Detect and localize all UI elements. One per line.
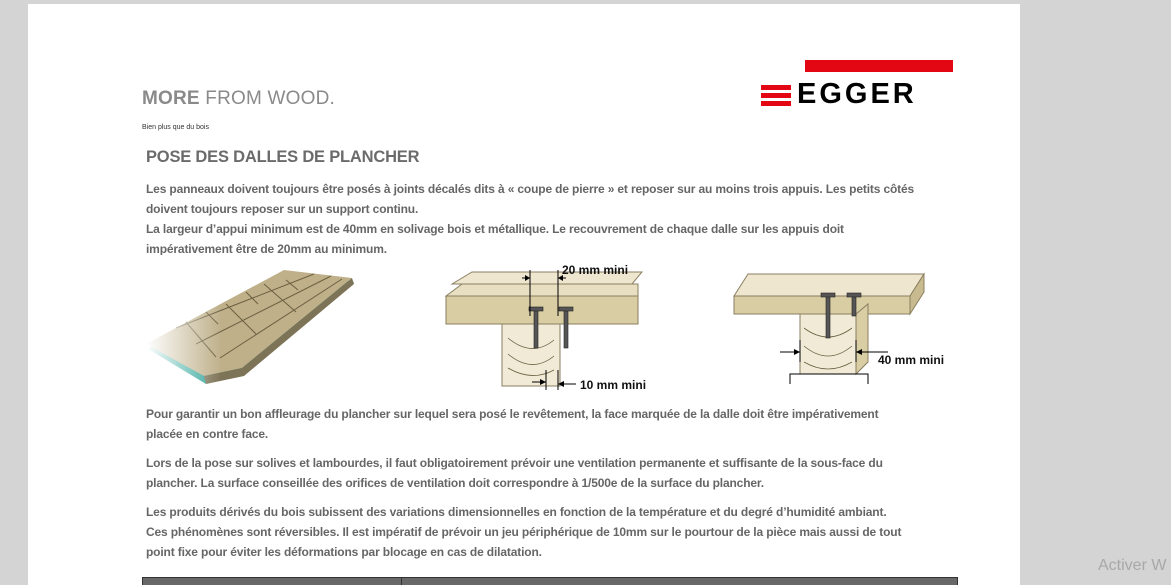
intro-line-3: La largeur d’appui minimum est de 40mm en solivage bois et métallique. Le recouvrement de chaque dalle sur les appuis doit bbox=[146, 222, 844, 236]
brand-tagline: Bien plus que du bois bbox=[142, 124, 209, 131]
brand-slogan bbox=[142, 88, 335, 110]
support-width-illustration bbox=[728, 266, 950, 386]
table-column-divider bbox=[401, 578, 402, 585]
intro-line-2: doivent toujours reposer sur un support continu. bbox=[146, 202, 419, 216]
logo-wordmark: EGGER bbox=[797, 78, 917, 110]
egger-logo bbox=[761, 60, 953, 110]
p2-line-2: plancher. La surface conseillée des orifices de ventilation doit correspondre à 1/500e de la surface du plancher. bbox=[146, 476, 764, 490]
p1-line-2: placée en contre face. bbox=[146, 427, 269, 441]
document-page bbox=[28, 4, 1020, 585]
staggered-panels-illustration bbox=[146, 264, 361, 396]
label-10mm: 10 mm mini bbox=[580, 378, 647, 392]
brand-slogan-strong: MORE bbox=[142, 88, 200, 109]
p3-line-3: point fixe pour éviter les déformations par blocage en cas de dilatation. bbox=[146, 545, 542, 559]
intro-line-4: impérativement être de 20mm au minimum. bbox=[146, 242, 387, 255]
logo-red-bar bbox=[805, 60, 953, 72]
activate-windows-watermark: Activer W bbox=[1098, 557, 1167, 574]
overlap-detail-illustration bbox=[442, 258, 672, 396]
section-title: POSE DES DALLES DE PLANCHER bbox=[146, 148, 420, 166]
intro-line-1: Les panneaux doivent toujours être posés à joints décalés dits à « coupe de pierre » et reposer sur au moins trois appuis. Les petits côtés bbox=[146, 182, 915, 196]
p3-line-1: Les produits dérivés du bois subissent des variations dimensionnelles en fonction de la température et du degré d’humidité ambiant. bbox=[146, 505, 887, 519]
logo-e-mark bbox=[761, 85, 791, 106]
label-20mm: 20 mm mini bbox=[562, 263, 629, 277]
p1-line-1: Pour garantir un bon affleurage du plancher sur lequel sera posé le revêtement, la face marquée de la dalle doit être impérativement bbox=[146, 407, 879, 421]
brand-slogan-rest: FROM WOOD. bbox=[199, 88, 335, 109]
p2-line-1: Lors de la pose sur solives et lambourdes, il faut obligatoirement prévoir une ventilation permanente et suffisante de la sous-face du bbox=[146, 456, 883, 470]
table-header-strip bbox=[142, 577, 958, 585]
label-40mm: 40 mm mini bbox=[878, 353, 945, 367]
p3-line-2: Ces phénomènes sont réversibles. Il est impératif de prévoir un jeu périphérique de 10mm sur le pourtour de la pièce mais aussi de tout bbox=[146, 525, 902, 539]
